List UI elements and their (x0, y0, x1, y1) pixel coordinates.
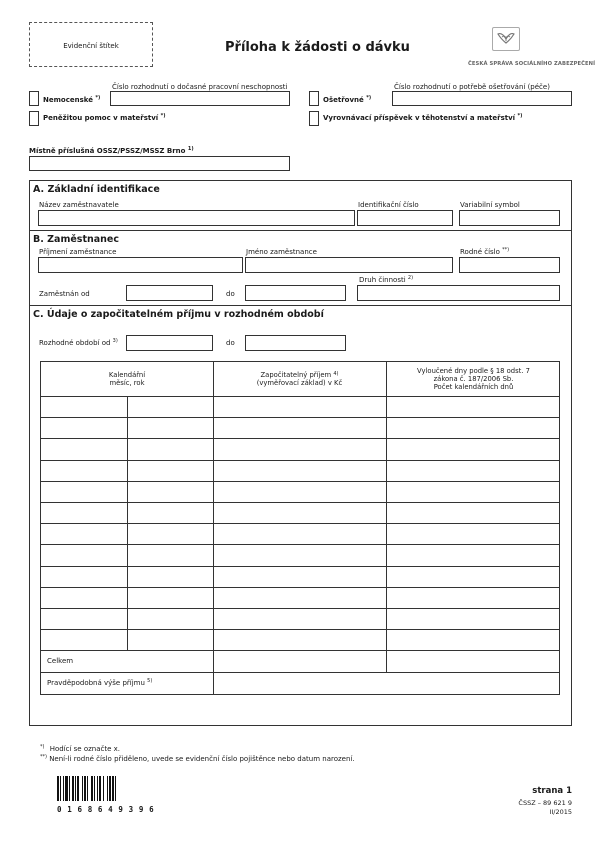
osetrovne-checkbox[interactable] (309, 91, 319, 106)
barcode (57, 776, 145, 801)
osetrovne-label: Ošetřovné *) (323, 95, 372, 104)
col-month-header: Kalendářní měsíc, rok (108, 371, 146, 387)
cell-income[interactable] (214, 545, 385, 564)
cell-income[interactable] (214, 524, 385, 543)
ico-input[interactable] (357, 210, 453, 226)
cell-month[interactable] (42, 418, 126, 437)
rodne-cislo-input[interactable] (459, 257, 560, 273)
cell-year[interactable] (128, 461, 212, 480)
cell-excluded-days[interactable] (387, 524, 558, 543)
footnote-2: **) Není-li rodné číslo přiděleno, uvede se evidenční číslo pojištěnce nebo datum narození. (40, 754, 355, 763)
mistne-prislusna-label: Místně příslušná OSSZ/PSSZ/MSSZ Brno $^{1)}$ (29, 146, 194, 155)
cell-year[interactable] (128, 545, 212, 564)
evidencni-stitek-box (29, 22, 153, 67)
pravdepodobna-label: Pravděpodobná výše příjmu $^{5)}$ (47, 678, 153, 687)
barcode-bar (107, 776, 108, 801)
cell-month[interactable] (42, 545, 126, 564)
section-divider-a-b (29, 230, 572, 231)
penezita-label: Peněžitou pomoc v mateřství *) (43, 113, 166, 122)
cell-excluded-days[interactable] (387, 503, 558, 522)
penezita-checkbox[interactable] (29, 111, 39, 126)
cell-month[interactable] (42, 609, 126, 628)
section-c-title: C. Údaje o započitatelném příjmu v rozhodném období (33, 309, 324, 320)
cell-income[interactable] (214, 503, 385, 522)
col-excluded-days-header: Vyloučené dny podle § 18 odst. 7 zákona č. 187/2006 Sb. Počet kalendářních dnů (417, 367, 530, 391)
form-version: II/2015 (549, 808, 572, 816)
obdobi-do-label: do (226, 339, 235, 347)
obdobi-od-input[interactable] (126, 335, 213, 351)
cell-income[interactable] (214, 397, 385, 416)
prijmeni-input[interactable] (38, 257, 243, 273)
cell-month[interactable] (42, 630, 126, 649)
pravdepodobna-income-cell[interactable] (214, 673, 558, 693)
nazev-zamestnavatele-label: Název zaměstnavatele (39, 201, 119, 209)
cell-excluded-days[interactable] (387, 588, 558, 607)
cell-income[interactable] (214, 418, 385, 437)
cell-income[interactable] (214, 439, 385, 458)
barcode-number: 0 1 6 8 6 4 9 3 9 6 (57, 805, 155, 814)
page-number: strana 1 (532, 786, 572, 796)
barcode-bar (112, 776, 114, 801)
barcode-bar (63, 776, 64, 801)
cislo-osetrovani-label: Číslo rozhodnutí o potřebě ošetřování (péče) (394, 83, 550, 91)
page-title: Příloha k žádosti o dávku (225, 40, 410, 55)
zamestnan-do-label: do (226, 290, 235, 298)
cell-year[interactable] (128, 588, 212, 607)
vs-label: Variabilní symbol (460, 201, 520, 209)
cell-income[interactable] (214, 482, 385, 501)
section-b-title: B. Zaměstnanec (33, 234, 120, 245)
cssz-logo-icon (492, 27, 520, 51)
cell-year[interactable] (128, 567, 212, 586)
barcode-bar (77, 776, 79, 801)
zamestnan-do-input[interactable] (245, 285, 346, 301)
cell-year[interactable] (128, 482, 212, 501)
cislo-neschopnosti-label: Číslo rozhodnutí o dočasné pracovní neschopnosti (112, 83, 288, 91)
cell-excluded-days[interactable] (387, 567, 558, 586)
barcode-bar (94, 776, 95, 801)
barcode-bar (99, 776, 101, 801)
vyrovnavaci-checkbox[interactable] (309, 111, 319, 126)
barcode-bar (82, 776, 83, 801)
prijmeni-label: Příjmení zaměstnance (39, 248, 117, 256)
cell-month[interactable] (42, 397, 126, 416)
barcode-bar (109, 776, 111, 801)
barcode-bar (103, 776, 104, 801)
cislo-neschopnosti-input[interactable] (110, 91, 290, 106)
cell-year[interactable] (128, 630, 212, 649)
jmeno-label: Jméno zaměstnance (246, 248, 317, 256)
vs-input[interactable] (459, 210, 560, 226)
jmeno-input[interactable] (245, 257, 453, 273)
evidencni-stitek-label: Evidenční štítek (63, 42, 119, 50)
cell-year[interactable] (128, 418, 212, 437)
barcode-bar (69, 776, 70, 801)
celkem-income-cell[interactable] (214, 651, 385, 671)
cell-income[interactable] (214, 461, 385, 480)
barcode-bar (84, 776, 86, 801)
cell-month[interactable] (42, 461, 126, 480)
cell-income[interactable] (214, 609, 385, 628)
cell-income[interactable] (214, 588, 385, 607)
cell-excluded-days[interactable] (387, 461, 558, 480)
section-divider-b-c (29, 305, 572, 306)
cell-year[interactable] (128, 609, 212, 628)
cell-excluded-days[interactable] (387, 418, 558, 437)
nemocenske-checkbox[interactable] (29, 91, 39, 106)
cell-excluded-days[interactable] (387, 439, 558, 458)
barcode-bar (75, 776, 76, 801)
druh-cinnosti-input[interactable] (357, 285, 560, 301)
cell-month[interactable] (42, 567, 126, 586)
cell-month[interactable] (42, 588, 126, 607)
cell-month[interactable] (42, 524, 126, 543)
cell-excluded-days[interactable] (387, 630, 558, 649)
cell-income[interactable] (214, 567, 385, 586)
nazev-zamestnavatele-input[interactable] (38, 210, 355, 226)
cell-excluded-days[interactable] (387, 397, 558, 416)
ico-label: Identifikační číslo (358, 201, 419, 209)
section-a-title: A. Základní identifikace (33, 184, 160, 195)
col-income-header: Započitatelný příjem $^{4)}$ (vyměřovací základ) v Kč (256, 371, 343, 387)
mistne-prislusna-input[interactable] (29, 156, 290, 171)
barcode-bar (72, 776, 74, 801)
celkem-label: Celkem (47, 657, 74, 665)
zamestnan-od-input[interactable] (126, 285, 213, 301)
barcode-bar (57, 776, 59, 801)
cell-excluded-days[interactable] (387, 482, 558, 501)
logo-text: ČESKÁ SPRÁVA SOCIÁLNÍHO ZABEZPEČENÍ (468, 61, 596, 67)
rozhodne-obdobi-label: Rozhodné období od $^{3)}$ (39, 338, 118, 347)
barcode-bar (91, 776, 93, 801)
footnote-1: *) Hodící se označte x. (40, 744, 120, 753)
rodne-cislo-label: Rodné číslo **) (460, 247, 510, 256)
barcode-bar (115, 776, 116, 801)
cell-excluded-days[interactable] (387, 545, 558, 564)
cell-income[interactable] (214, 630, 385, 649)
zamestnan-od-label: Zaměstnán od (39, 290, 90, 298)
nemocenske-label: Nemocenské *) (43, 95, 101, 104)
druh-cinnosti-label: Druh činnosti $^{2)}$ (359, 275, 414, 284)
cell-excluded-days[interactable] (387, 609, 558, 628)
barcode-bar (65, 776, 68, 801)
vyrovnavaci-label: Vyrovnávací příspěvek v těhotenství a mateřství *) (323, 113, 523, 122)
income-table (40, 361, 560, 695)
cell-year[interactable] (128, 439, 212, 458)
cislo-osetrovani-input[interactable] (392, 91, 572, 106)
celkem-days-cell[interactable] (387, 651, 558, 671)
cell-month[interactable] (42, 482, 126, 501)
barcode-bar (97, 776, 98, 801)
barcode-bar (60, 776, 61, 801)
cell-year[interactable] (128, 397, 212, 416)
cell-year[interactable] (128, 524, 212, 543)
cell-month[interactable] (42, 503, 126, 522)
barcode-bar (87, 776, 88, 801)
cell-year[interactable] (128, 503, 212, 522)
cell-month[interactable] (42, 439, 126, 458)
obdobi-do-input[interactable] (245, 335, 346, 351)
form-code: ČSSZ – 89 621 9 (518, 799, 572, 807)
